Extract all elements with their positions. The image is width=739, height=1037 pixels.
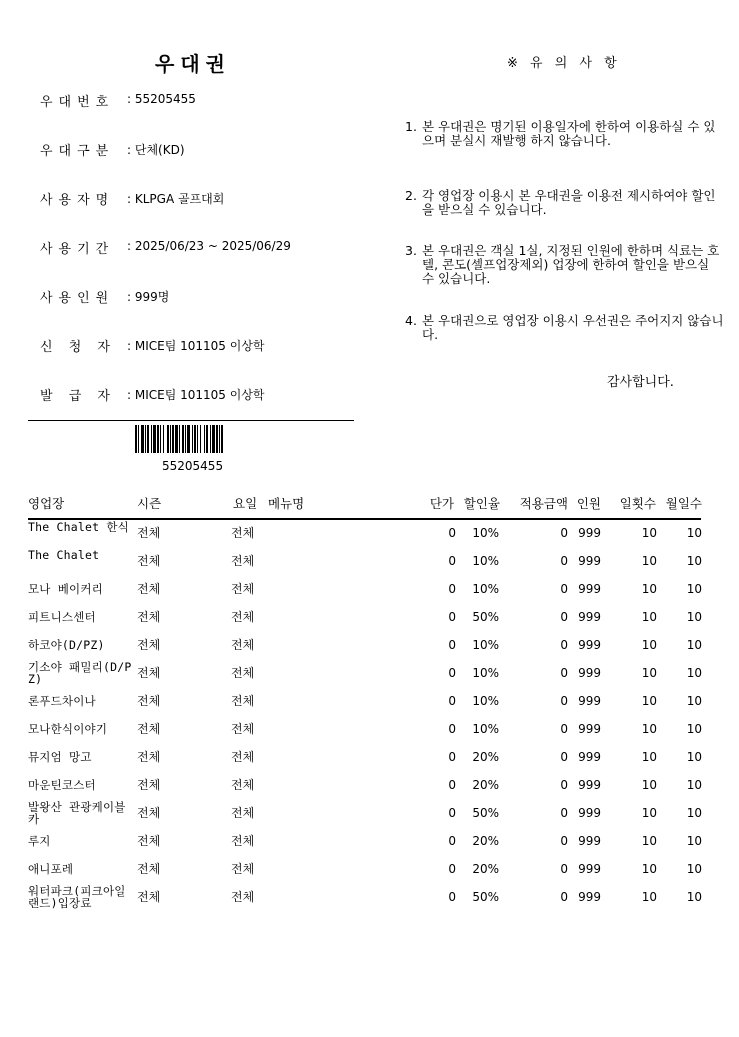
divider [28, 420, 354, 421]
table-cell: 0 [448, 610, 456, 624]
table-cell: 전체 [231, 722, 255, 736]
table-cell: 10 [686, 638, 702, 652]
table-cell: 뮤지엄 망고 [28, 750, 92, 764]
table-row [0, 855, 739, 883]
table-cell: 10 [641, 610, 657, 624]
notice-number: 3. [405, 243, 417, 258]
table-cell: 0 [560, 554, 568, 568]
table-cell: 10 [641, 890, 657, 904]
table-cell: 0 [448, 582, 456, 596]
table-cell: 50% [472, 610, 499, 624]
table-cell: 루지 [28, 834, 51, 848]
table-cell: 10 [641, 806, 657, 820]
table-cell: 전체 [231, 610, 255, 624]
table-cell: 10% [472, 554, 499, 568]
barcode-bar [194, 425, 196, 453]
table-cell: 999 [578, 722, 601, 736]
table-cell: The Chalet [28, 548, 100, 562]
barcode-bar [163, 425, 164, 453]
table-cell: 전체 [137, 610, 161, 624]
barcode-bar [206, 425, 208, 453]
table-cell: 0 [448, 526, 456, 540]
table-cell: 0 [448, 890, 456, 904]
barcode-bar [167, 425, 169, 453]
barcode-bar [200, 425, 201, 453]
table-cell: 0 [560, 610, 568, 624]
table-cell: 999 [578, 526, 601, 540]
table-cell: 전체 [137, 834, 161, 848]
column-header: 할인율 [463, 496, 500, 511]
table-row [0, 519, 739, 547]
table-cell: 10% [472, 694, 499, 708]
table-cell: 50% [472, 806, 499, 820]
table-cell: 0 [448, 638, 456, 652]
barcode-bar [135, 425, 137, 453]
table-cell: 999 [578, 666, 601, 680]
table-cell: 전체 [137, 694, 161, 708]
barcode-bar [221, 425, 223, 453]
barcode-bar [151, 425, 152, 453]
table-row [0, 883, 739, 911]
table-cell: 전체 [137, 806, 161, 820]
notice-text: 각 영업장 이용시 본 우대권을 이용전 제시하여야 할인을 받으실 수 있습니다. [422, 188, 716, 217]
notice-text: 본 우대권은 객실 1실, 지정된 인원에 한하며 식료는 호텔, 콘도(셀프업장제외) 업장에 한하여 할인을 받으실 수 있습니다. [422, 243, 720, 286]
table-cell: 모나한식이야기 [28, 722, 108, 736]
table-cell: 0 [448, 694, 456, 708]
table-row [0, 799, 739, 827]
column-header: 메뉴명 [268, 496, 305, 511]
field-label: 우대구분 [40, 144, 115, 159]
table-cell: 10% [472, 526, 499, 540]
notice-text: 본 우대권으로 영업장 이용시 우선권은 주어지지 않습니다. [422, 313, 724, 342]
table-cell: 10 [641, 778, 657, 792]
barcode-bar [197, 425, 198, 453]
table-cell: 0 [560, 890, 568, 904]
table-cell: 999 [578, 694, 601, 708]
column-header: 영업장 [28, 496, 65, 511]
notice-number: 4. [405, 313, 417, 328]
table-cell: 0 [448, 666, 456, 680]
table-row [0, 827, 739, 855]
table-cell: 10 [641, 834, 657, 848]
table-cell: 10 [641, 666, 657, 680]
barcode-bar [138, 425, 139, 453]
table-cell: 10% [472, 638, 499, 652]
barcode-bar [185, 425, 186, 453]
table-row [0, 631, 739, 659]
table-cell: 20% [472, 834, 499, 848]
barcode-bar [187, 425, 190, 453]
field-value: : MICE팀 101105 이상학 [127, 339, 265, 353]
table-cell: 전체 [231, 582, 255, 596]
column-header: 요일 [233, 496, 258, 511]
barcode-bar [216, 425, 218, 453]
field-label: 사용인원 [40, 291, 115, 306]
notice-number: 1. [405, 119, 417, 134]
notice-text: 본 우대권은 명기된 이용일자에 한하여 이용하실 수 있으며 분실시 재발행 하지 않습니다. [422, 119, 716, 148]
table-cell: 0 [560, 834, 568, 848]
table-cell: 전체 [137, 554, 161, 568]
table-cell: 10 [641, 694, 657, 708]
table-cell: 전체 [137, 890, 161, 904]
barcode-bar [153, 425, 156, 453]
field-label: 사용자명 [40, 193, 115, 208]
table-cell: 전체 [231, 890, 255, 904]
table-cell: 전체 [231, 750, 255, 764]
table-cell: 10 [686, 806, 702, 820]
table-cell: 0 [560, 638, 568, 652]
table-cell: 하코야(D/PZ) [28, 638, 105, 652]
barcode-bar [179, 425, 180, 453]
table-cell: 10 [686, 610, 702, 624]
table-row [0, 603, 739, 631]
table-cell: 전체 [231, 694, 255, 708]
field-value: : 2025/06/23 ~ 2025/06/29 [127, 239, 291, 253]
table-cell: 0 [448, 554, 456, 568]
table-cell: 0 [448, 834, 456, 848]
table-row [0, 687, 739, 715]
table-cell: 0 [560, 722, 568, 736]
notice-item [405, 120, 725, 148]
table-cell: 0 [560, 666, 568, 680]
table-cell: 10 [641, 722, 657, 736]
notice-title: ※ 유 의 사 항 [507, 56, 621, 71]
barcode-bar [175, 425, 178, 453]
barcode-bar [145, 425, 146, 453]
thanks-text: 감사합니다. [607, 375, 674, 390]
table-cell: 20% [472, 750, 499, 764]
table-cell: 10% [472, 666, 499, 680]
table-cell: 0 [448, 862, 456, 876]
barcode-bar [210, 425, 211, 453]
table-cell: 999 [578, 862, 601, 876]
field-value: : 55205455 [127, 92, 196, 106]
field-label: 발 급 자 [40, 389, 116, 404]
table-cell: 999 [578, 750, 601, 764]
table-cell: 10 [686, 722, 702, 736]
table-cell: 전체 [137, 638, 161, 652]
table-row [0, 547, 739, 575]
table-cell: 999 [578, 890, 601, 904]
table-cell: 전체 [137, 750, 161, 764]
table-cell: 20% [472, 778, 499, 792]
table-cell: 999 [578, 638, 601, 652]
table-cell: 10 [641, 750, 657, 764]
field-value: : 999명 [127, 290, 170, 304]
table-cell: 전체 [137, 526, 161, 540]
barcode-bar [172, 425, 174, 453]
table-cell: 전체 [137, 666, 161, 680]
table-cell: 전체 [231, 666, 255, 680]
table-cell: 999 [578, 610, 601, 624]
column-header: 적용금액 [519, 496, 568, 511]
column-header: 월일수 [665, 496, 702, 511]
table-cell: 전체 [231, 778, 255, 792]
table-row [0, 715, 739, 743]
table-row [0, 575, 739, 603]
table-cell: 발왕산 관광케이블카 [28, 800, 126, 826]
table-cell: 론푸드차이나 [28, 694, 96, 708]
table-row [0, 771, 739, 799]
table-cell: 0 [560, 582, 568, 596]
table-cell: 10 [686, 526, 702, 540]
table-cell: 애니포레 [28, 862, 74, 876]
table-cell: 0 [560, 778, 568, 792]
table-cell: 모나 베이커리 [28, 582, 103, 596]
table-cell: The Chalet 한식 [28, 520, 129, 534]
table-cell: 20% [472, 862, 499, 876]
table-cell: 0 [448, 806, 456, 820]
table-cell: 10 [641, 862, 657, 876]
notice-item [405, 314, 725, 342]
table-cell: 10% [472, 582, 499, 596]
table-cell: 10 [686, 666, 702, 680]
column-header: 인원 [576, 496, 601, 511]
table-cell: 마운틴코스터 [28, 778, 96, 792]
table-cell: 0 [448, 750, 456, 764]
barcode-number: 55205455 [162, 459, 224, 473]
barcode-bar [204, 425, 205, 453]
barcode-bar [182, 425, 184, 453]
table-cell: 10 [686, 554, 702, 568]
table-cell: 10 [686, 862, 702, 876]
field-value: : 단체(KD) [127, 143, 185, 157]
barcode-bar [157, 425, 159, 453]
table-header [0, 494, 739, 514]
table-cell: 전체 [137, 778, 161, 792]
table-cell: 999 [578, 778, 601, 792]
table-cell: 10 [686, 834, 702, 848]
field-value: : MICE팀 101105 이상학 [127, 388, 265, 402]
table-cell: 10 [686, 890, 702, 904]
table-row [0, 743, 739, 771]
notice-item [405, 189, 725, 217]
table-cell: 전체 [231, 526, 255, 540]
table-cell: 10 [686, 694, 702, 708]
table-cell: 전체 [231, 862, 255, 876]
table-cell: 전체 [137, 722, 161, 736]
field-label: 사용기간 [40, 242, 115, 257]
barcode-bar [212, 425, 215, 453]
table-cell: 0 [560, 750, 568, 764]
table-cell: 10 [641, 582, 657, 596]
table-cell: 전체 [231, 834, 255, 848]
table-cell: 0 [560, 526, 568, 540]
barcode-bar [219, 425, 220, 453]
table-cell: 0 [560, 862, 568, 876]
table-cell: 10% [472, 722, 499, 736]
barcode-bar [170, 425, 171, 453]
table-cell: 999 [578, 582, 601, 596]
column-header: 일횟수 [619, 496, 656, 511]
voucher-title: 우대권 [155, 52, 231, 76]
column-header: 단가 [429, 496, 454, 511]
table-cell: 50% [472, 890, 499, 904]
table-cell: 999 [578, 834, 601, 848]
table-cell: 999 [578, 554, 601, 568]
table-cell: 0 [560, 694, 568, 708]
barcode-bar [192, 425, 193, 453]
table-cell: 전체 [231, 806, 255, 820]
field-label: 신 청 자 [40, 340, 116, 355]
table-cell: 10 [641, 554, 657, 568]
table-cell: 전체 [137, 862, 161, 876]
table-cell: 10 [686, 750, 702, 764]
table-cell: 전체 [231, 554, 255, 568]
table-cell: 999 [578, 806, 601, 820]
table-cell: 10 [641, 638, 657, 652]
table-cell: 10 [641, 526, 657, 540]
table-cell: 10 [686, 778, 702, 792]
table-cell: 10 [686, 582, 702, 596]
table-row [0, 659, 739, 687]
column-header: 시즌 [137, 496, 162, 511]
table-cell: 0 [448, 722, 456, 736]
table-cell: 워터파크(피크아일랜드)입장료 [28, 884, 126, 910]
table-cell: 0 [448, 778, 456, 792]
table-cell: 전체 [231, 638, 255, 652]
table-cell: 전체 [137, 582, 161, 596]
field-label: 우대번호 [40, 95, 115, 110]
barcode-bar [141, 425, 144, 453]
notice-number: 2. [405, 188, 417, 203]
barcode-bar [160, 425, 161, 453]
table-cell: 피트니스센터 [28, 610, 96, 624]
table-cell: 0 [560, 806, 568, 820]
field-value: : KLPGA 골프대회 [127, 192, 225, 206]
notice-item [405, 244, 725, 286]
barcode [135, 425, 247, 453]
barcode-bar [147, 425, 149, 453]
table-cell: 기소야 패밀리(D/PZ) [28, 660, 132, 686]
